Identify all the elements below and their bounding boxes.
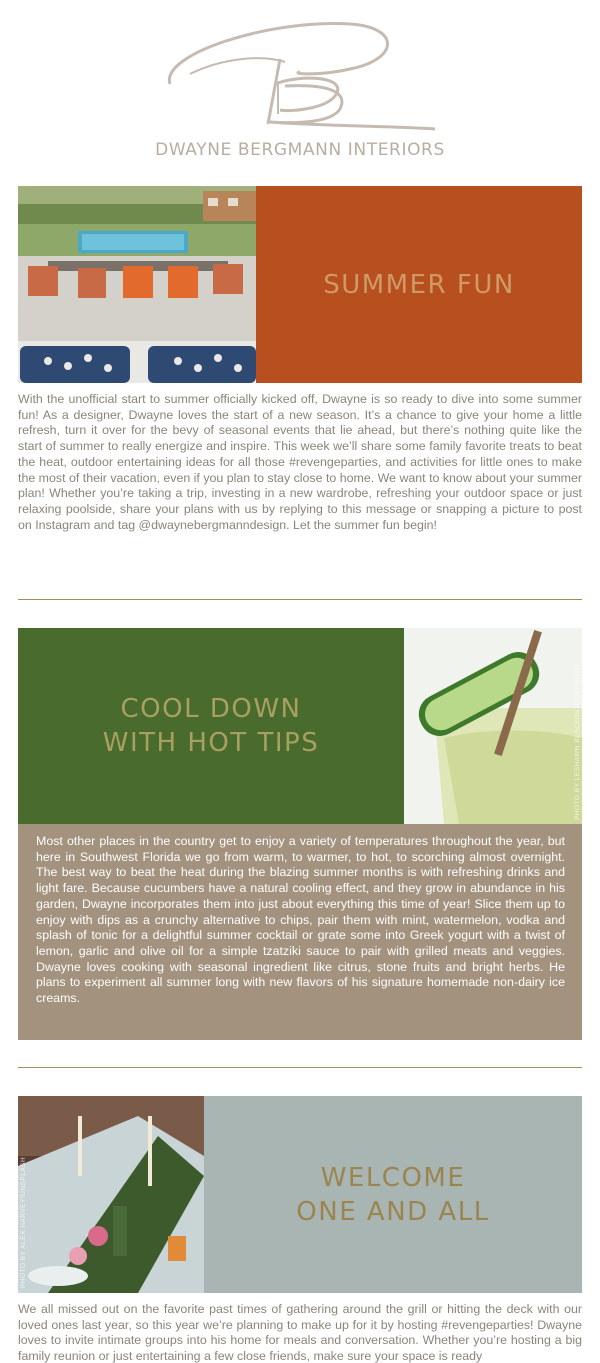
cool-down-title-line2: WITH HOT TIPS xyxy=(102,728,320,758)
welcome-title xyxy=(204,1096,582,1293)
photo-credit: PHOTO BY LESHAWN BLACK/ISTOCKPHOTO xyxy=(574,663,581,820)
cool-down-body: Most other places in the country get to enjoy a variety of temperatures throughout the year, but here in Southwest Florida we go from warm, to warmer, to hot, to scorching almost overnight. The best way to beat the heat during the blazing summer months is with refreshing drinks and light fare. Because cucumbers have a natural cooling effect, and they grow in abundance in his garden, Dwayne incorporates them into just about everything this time of year! Slice them up to enjoy with dips as a crunchy alternative to chips, pair them with mint, watermelon, vodka and splash of tonic for a delightful summer cocktail or grate some into Greek yogurt with a twist of lemon, garlic and olive oil for a simple tzatziki sauce to pair with grilled meats and veggies. Dwayne loves cooking with seasonal ingredient like citrus, stone fruits and bright herbs. He plans to experiment all summer long with new flavors of his signature homemade non-dairy ice creams. xyxy=(36,834,565,1006)
header-logo xyxy=(0,0,600,180)
brand-name: DWAYNE BERGMANN INTERIORS xyxy=(155,140,445,160)
welcome-title-line2: ONE AND ALL xyxy=(296,1196,490,1227)
pool-patio-photo xyxy=(18,186,256,383)
section-divider xyxy=(18,599,582,600)
photo-credit: PHOTO BY ALEX HARVEY/UNSPLASH xyxy=(20,1156,27,1288)
summer-fun-banner xyxy=(18,186,582,383)
dinner-table-photo xyxy=(18,1096,204,1293)
summer-fun-title xyxy=(256,186,582,383)
section-divider xyxy=(18,1067,582,1068)
cool-down-banner xyxy=(18,628,582,824)
cool-down-title xyxy=(18,628,404,824)
summer-fun-title-text: SUMMER FUN xyxy=(323,269,515,300)
cool-down-body-box xyxy=(18,824,582,1040)
logo-monogram-icon xyxy=(150,14,450,139)
welcome-banner xyxy=(18,1096,582,1293)
summer-fun-body: With the unofficial start to summer officially kicked off, Dwayne is so ready to dive into some summer fun! As a designer, Dwayne loves the start of a new season. It’s a chance to give your home a little refresh, turn it over for the bevy of seasonal events that lie ahead, but there’s nothing quite like the start of summer to really energize and inspire. This week we’ll share some family favorite treats to beat the heat, outdoor entertaining ideas for all those #revengeparties, and activities for little ones to make the most of their vacation, even if you plan to stay close to home. We want to know about your summer plan! Whether you’re taking a trip, investing in a new wardrobe, refreshing your outdoor space or just relaxing poolside, share your plans with us by replying to this message or snapping a picture to post on Instagram and tag @dwaynebergmanndesign. Let the summer fun begin! xyxy=(18,392,582,532)
welcome-title-line1: WELCOME xyxy=(320,1162,466,1193)
cool-down-title-line1: COOL DOWN xyxy=(120,694,302,724)
cucumber-drink-photo xyxy=(404,628,582,824)
welcome-body: We all missed out on the favorite past times of gathering around the grill or hitting the deck with our loved ones last year, so this year we’re planning to make up for it by hosting #revengeparties! Dwayne loves to invite intimate groups into his home for meals and conversation. Whether you’re hosting a big family reunion or just entertaining a few close friends, make sure your space is ready xyxy=(18,1302,582,1363)
